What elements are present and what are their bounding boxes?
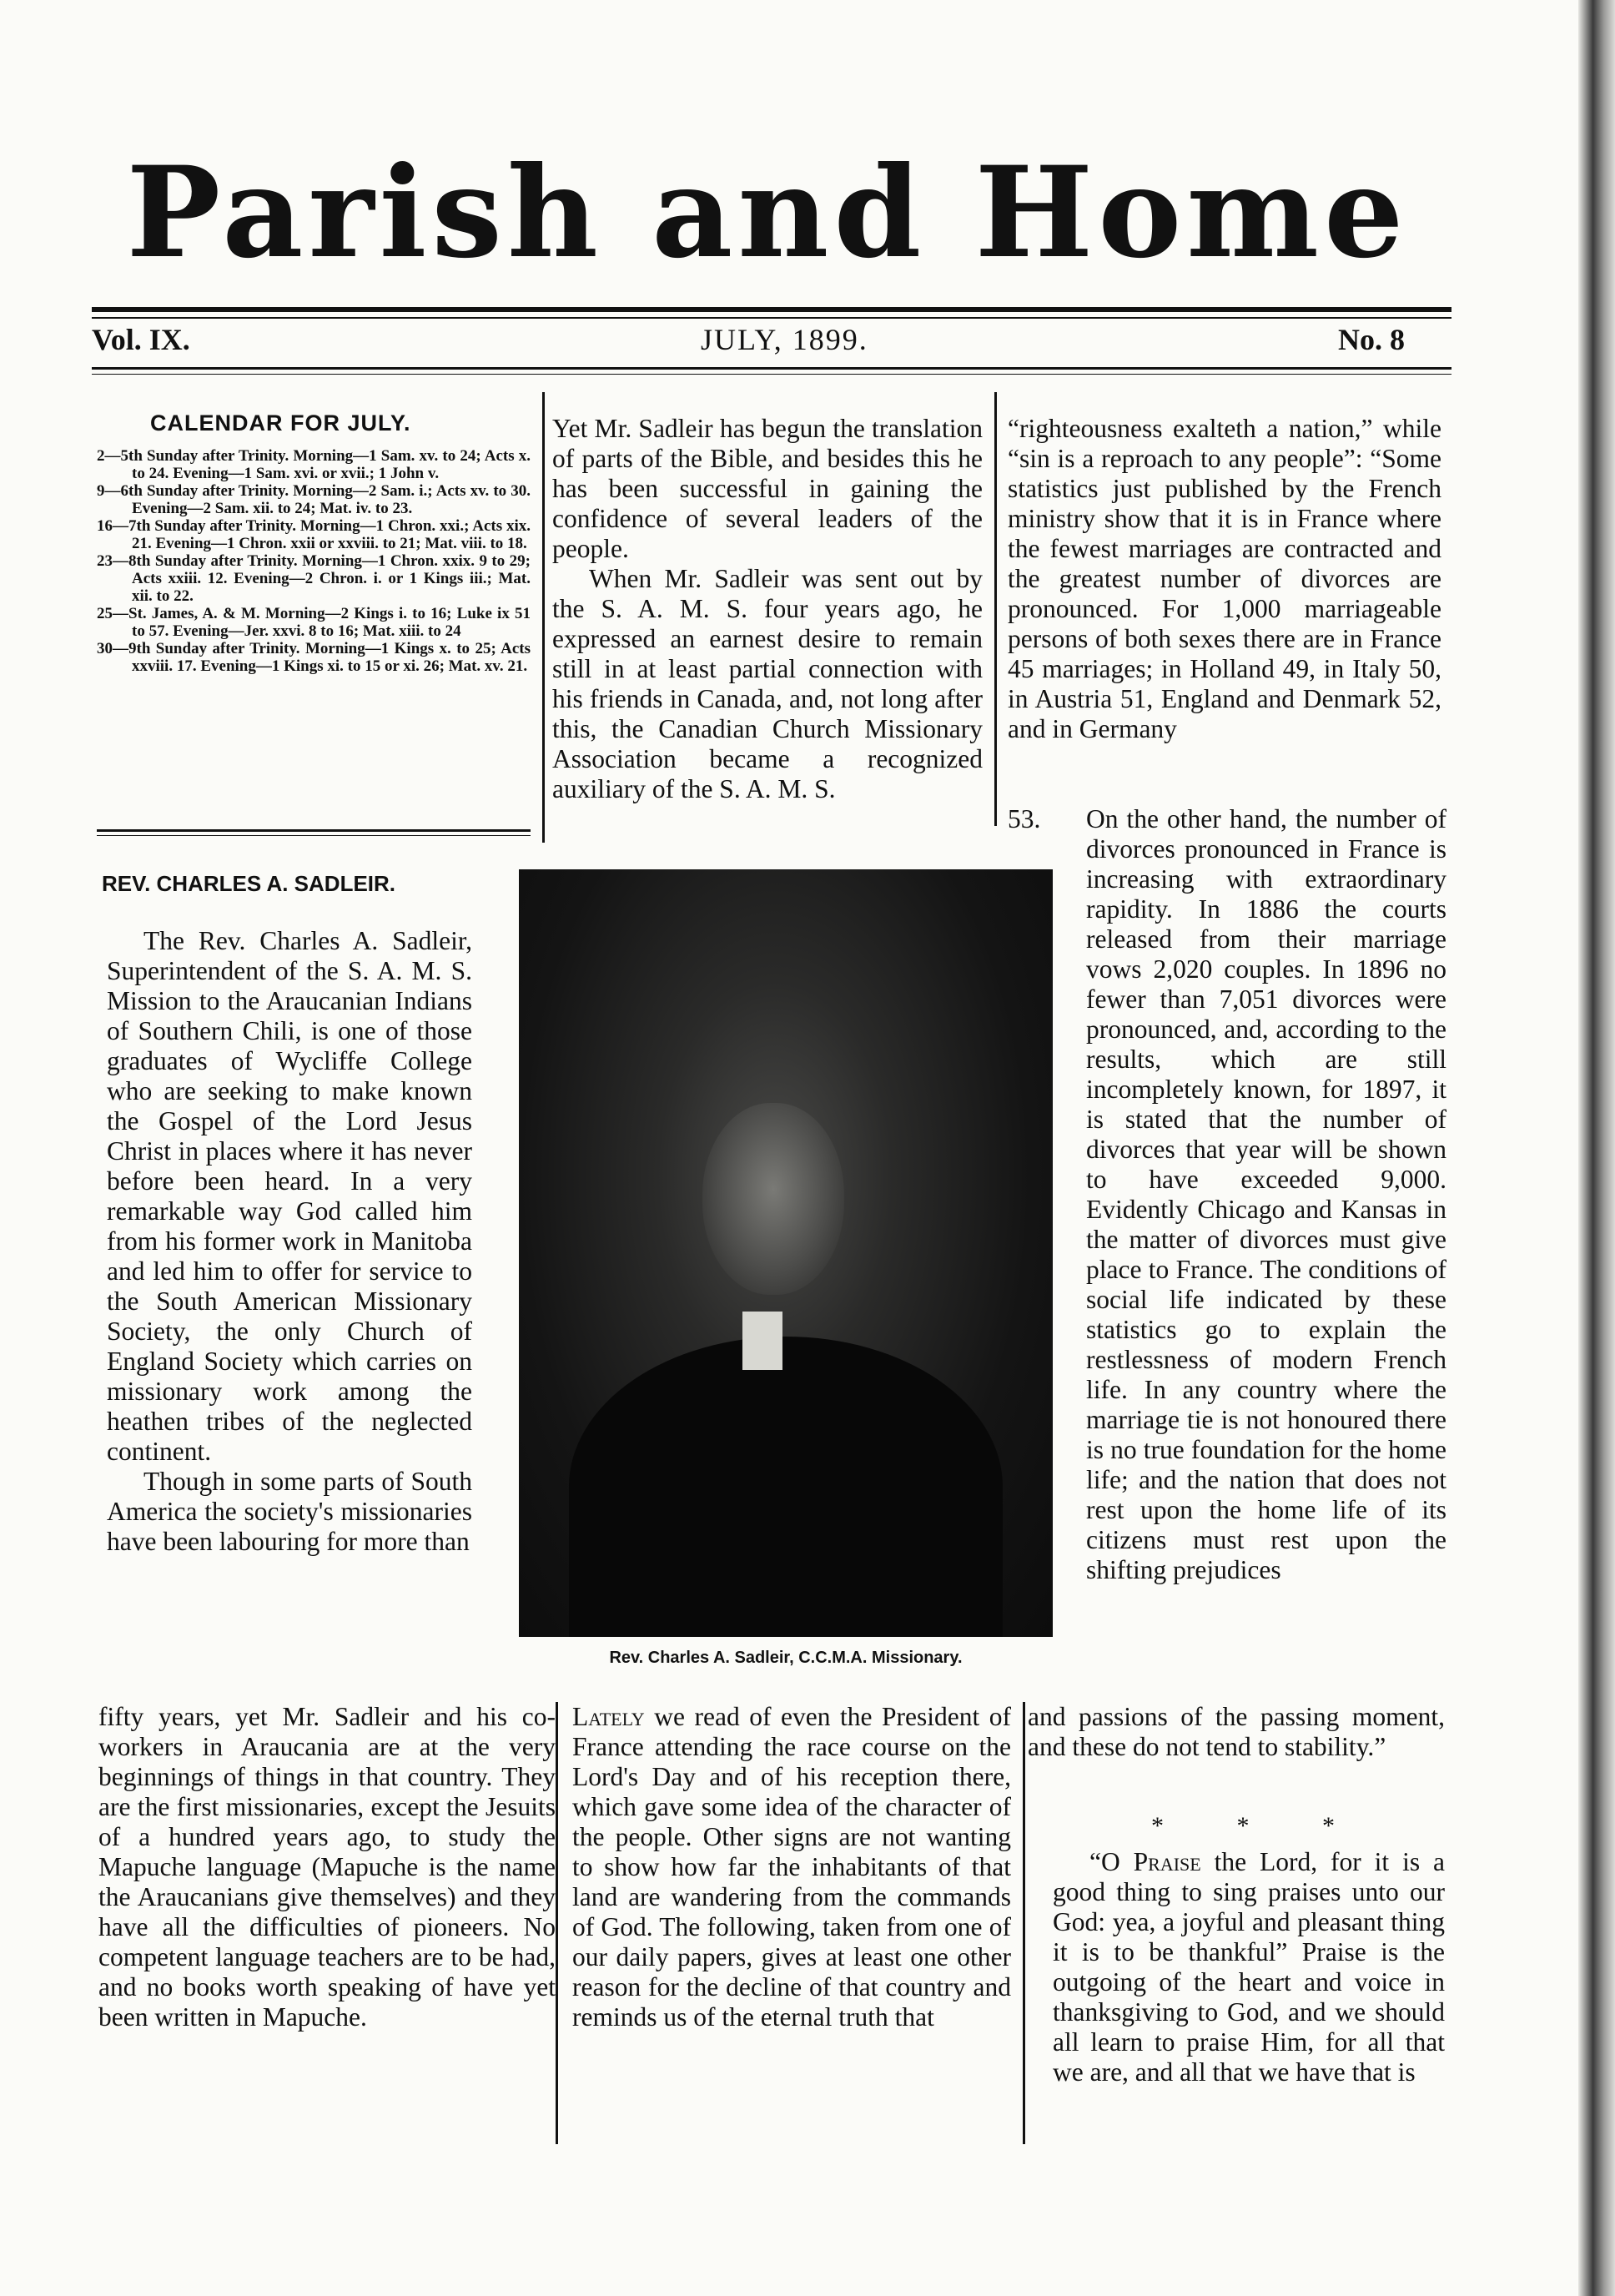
france-paragraph: On the other hand, the number of divorces pronounced in France is increasing with extraordinary rapidity. In 1886 the courts released from their marriage vows 2,020 couples. In 1896 no fewer than 7,051 divorces were pronounced, and, according to the results, which are still incompletely known, for 1897, it is stated that the number of divorces that year will be shown to have exceeded 9,000. Evidently Chicago and Kansas in the matter of divorces must give place to France. The conditions of social life indicated by these statistics go to explain the restlessness of modern French life. In any country where the marriage tie is not honoured there is no true foundation for the home life; and the nation that does not rest upon the home life of its citizens must rest upon the shifting prejudices: [1086, 804, 1446, 1584]
column-divider-3: [556, 1702, 558, 2144]
article-paragraph: Though in some parts of South America the society's missionaries have been labouring for more than: [107, 1467, 472, 1556]
article-column-2: [552, 414, 983, 804]
article-paragraph: The Rev. Charles A. Sadleir, Superintendent of the S. A. M. S. Mission to the Araucanian Indians of Southern Chili, is one of those graduates of Wycliffe College who are seeking to make known the Gospel of the Lord Jesus Christ in places where it has never before been heard. In a very remarkable way God called him from his former work in Manitoba and led him to offer for service to the South American Missionary Society, the only Church of England Society which carries on missionary work among the heathen tribes of the neglected continent.: [107, 926, 472, 1466]
france-column-middle: [1086, 804, 1446, 1585]
france-column-2-lower: [572, 1702, 1011, 2032]
column-divider-1: [542, 392, 545, 843]
article-paragraph: When Mr. Sadleir was sent out by the S. A. M. S. four years ago, he expressed an earnest desire to remain still in at least partial connection with his friends in Canada, and, not long after this, the Canadian Church Missionary Association became a recognized auxiliary of the S. A. M. S.: [552, 564, 983, 803]
header-rule: [92, 367, 1451, 370]
article-paragraph: fifty years, yet Mr. Sadleir and his co-workers in Araucania are at the very beginnings of things in that country. They are the first missionaries, except the Jesuits of a hundred years ago, to study the Mapuche language (Mapuche is the name the Araucanians give themselves) and they have all the difficulties of pioneers. No competent language teachers are to be had, and no books worth speaking of have yet been written in Mapuche.: [98, 1702, 556, 2032]
masthead-rule-thin: [92, 317, 1451, 319]
calendar-entry: 9—6th Sunday after Trinity. Morning—2 Sam. i.; Acts xv. to 30. Evening—2 Sam. xii. to 24; Mat. iv. to 23.: [97, 482, 531, 517]
calendar-list: [97, 447, 531, 675]
praise-text: the Lord, for it is a good thing to sing praises unto our God: yea, a joyful and pleasant thing it is to be thankful” Praise is the outgoing of the heart and voice in thanksgiving to God, and we should all learn to praise Him, for all that we are, and all that we have that is: [1053, 1847, 1445, 2087]
section-separator: * * *: [1151, 1812, 1368, 1840]
portrait-face: [702, 1103, 844, 1295]
article-column-1-lower: [98, 1702, 556, 2032]
praise-lead: “O Praise: [1089, 1847, 1201, 1876]
france-paragraph: [572, 1702, 1011, 2032]
praise-paragraph: [1053, 1847, 1445, 2087]
calendar-entry: 23—8th Sunday after Trinity. Morning—1 Chron. xxix. 9 to 29; Acts xxiii. 12. Evening—2 Chron. i. or 1 Kings iii.; Mat. xii. to 22.: [97, 552, 531, 605]
column-divider-2: [994, 392, 997, 826]
photo-caption: Rev. Charles A. Sadleir, C.C.M.A. Missionary.: [609, 1649, 963, 1667]
calendar-rule: [97, 829, 531, 832]
article-paragraph: Yet Mr. Sadleir has begun the translation of parts of the Bible, and besides this he has been successful in gaining the confidence of several leaders of the people.: [552, 414, 983, 563]
masthead-title: Parish and Home: [126, 139, 1409, 286]
portrait-collar: [742, 1312, 782, 1370]
column-divider-4: [1023, 1702, 1025, 2144]
praise-column: [1053, 1847, 1445, 2087]
article-heading: REV. CHARLES A. SADLEIR.: [102, 871, 396, 896]
portrait-photo: [519, 869, 1053, 1637]
calendar-entry: 16—7th Sunday after Trinity. Morning—1 Chron. xxi.; Acts xix. 21. Evening—1 Chron. xxii or xxviii. to 21; Mat. viii. to 18.: [97, 517, 531, 552]
masthead-rule-thick: [92, 307, 1451, 312]
france-53-label: 53.: [1008, 804, 1041, 833]
lead-word: Lately: [572, 1702, 645, 1731]
page-edge-shadow: [1578, 0, 1615, 2296]
header-rule-thin: [92, 374, 1451, 375]
portrait-shoulders: [569, 1337, 1003, 1637]
calendar-entry: 25—St. James, A. & M. Morning—2 Kings i. to 16; Luke ix 51 to 57. Evening—Jer. xxvi. 8 to 16; Mat. xiii. to 24: [97, 605, 531, 640]
calendar-entry: 30—9th Sunday after Trinity. Morning—1 Kings x. to 25; Acts xxviii. 17. Evening—1 Kings xi. to 15 or xi. 26; Mat. xv. 21.: [97, 640, 531, 675]
france-paragraph: and passions of the passing moment, and these do not tend to stability.”: [1028, 1702, 1445, 1761]
issue-number: No. 8: [1338, 323, 1405, 356]
france-column-3-end: [1028, 1702, 1445, 1762]
calendar-entry: 2—5th Sunday after Trinity. Morning—1 Sam. xv. to 24; Acts x. to 24. Evening—1 Sam. xvi. or xvii.; 1 John v.: [97, 447, 531, 482]
calendar-heading: CALENDAR FOR JULY.: [150, 410, 411, 436]
calendar-rule-thin: [97, 835, 531, 836]
france-column-top: [1008, 414, 1441, 744]
france-paragraph: “righteousness exalteth a nation,” while “sin is a reproach to any people”: “Some statistics just published by the French ministry show that it is in France where the fewest marriages are contracted and the greatest number of divorces are pronounced. For 1,000 marriageable persons of both sexes there are in France 45 marriages; in Holland 49, in Italy 50, in Austria 51, England and Denmark 52, and in Germany: [1008, 414, 1441, 743]
france-text: we read of even the President of France attending the race course on the Lord's Day and of his reception there, which gave some idea of the character of the people. Other signs are not wanting to show how far the inhabitants of that land are wandering from the commands of God. The following, taken from one of our daily papers, gives at least one other reason for the decline of that country and reminds us of the eternal truth that: [572, 1702, 1011, 2032]
issue-date: JULY, 1899.: [701, 323, 868, 356]
volume-label: Vol. IX.: [92, 323, 190, 356]
article-column-1-upper: [107, 926, 472, 1557]
